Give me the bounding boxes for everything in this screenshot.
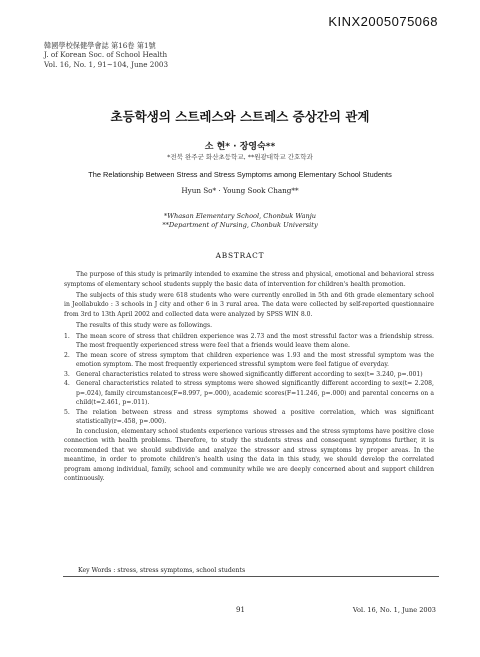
abstract-heading: ABSTRACT [215,251,265,260]
list-item: 3. General characteristics related to stress were showed significantly different according to sex(t= 3.240, p=.001) [64,370,423,378]
affiliation-line: *Whasan Elementary School, Chonbuk Wanju [163,212,317,220]
journal-info [44,41,168,69]
abstract-paragraph: The purpose of this study is primarily intended to examine the stress and physical, emotional and behavioral stress symptoms of elementary school students supply the basic data of intervention for children's health promotion. [64,271,434,288]
footer-volume: Vol. 16, No. 1, June 2003 [352,606,436,614]
journal-line: Vol. 16, No. 1, 91~104, June 2003 [44,59,169,69]
divider [63,576,439,577]
journal-line: J. of Korean Soc. of School Health [44,50,168,60]
conclusion-paragraph: In conclusion, elementary school students experience various stresses and the stress symptoms have positive close connection with health problems. Therefore, to study the students stress and consequent symptoms further, it is recommended that we should subdivide and analyze the stressor and stress symptoms by proper areas. In the meantime, in order to promote children's health using the data in this study, we should develop the correlated program among individual, family, school and community while we are deeply concerned about and support children continuously. [64,427,434,482]
english-title: The Relationship Between Stress and Stress Symptoms among Elementary School Students [88,170,392,179]
results-list [64,332,434,427]
abstract-body [64,270,434,485]
abstract-paragraph: The results of this study were as followings. [76,321,213,329]
journal-line: 韓國學校保健學會誌 第16卷 第1號 [44,41,156,50]
korean-affiliation: *전북 완주군 화산초등학교, **원광대학교 간호학과 [167,153,313,161]
list-item: 5. The relation between stress and stress symptoms showed a positive correlation, which was significant statistically(r=.458, p=.000). [64,408,434,425]
affiliation-line: **Department of Nursing, Chonbuk University [162,221,318,229]
kinx-code: KINX2005075068 [328,14,438,29]
english-affiliation [0,212,480,230]
list-item: 4. General characteristics related to stress symptoms were showed significantly different according to sex(t= 2.208, p=.024), family circumstances(F=8.997, p=.000), academic scores(F=11.246, p=.000) and parental concerns on a child(t=2.461, p=.011). [64,380,434,406]
list-item: 2. The mean score of stress symptom that children experience was 1.93 and the most stressful symptom was the emotion symptom. The most frequently experienced stressful symptom were feel fatigue of everyday. [64,351,434,368]
korean-authors: 소 현* · 장영숙** [204,142,276,152]
abstract-paragraph: The subjects of this study were 618 students who were currently enrolled in 5th and 6th grade elementary school in Jeollabukdo : 3 schools in J city and other 6 in 3 rural area. The data were collected by self-reported questionnaire from 3rd to 13th April 2002 and collected data were analyzed by SPSS WIN 8.0. [64,291,434,318]
korean-title: 초등학생의 스트레스와 스트레스 증상간의 관계 [110,109,370,124]
page-number: 91 [236,606,245,614]
english-authors: Hyun So* · Young Sook Chang** [181,186,299,195]
list-item: 1. The mean score of stress that children experience was 2.73 and the most stressful factor was a friendship stress. The most frequently experienced stress were feel that a friends would leave them alone. [64,332,434,349]
keywords: Key Words : stress, stress symptoms, school students [78,567,246,574]
